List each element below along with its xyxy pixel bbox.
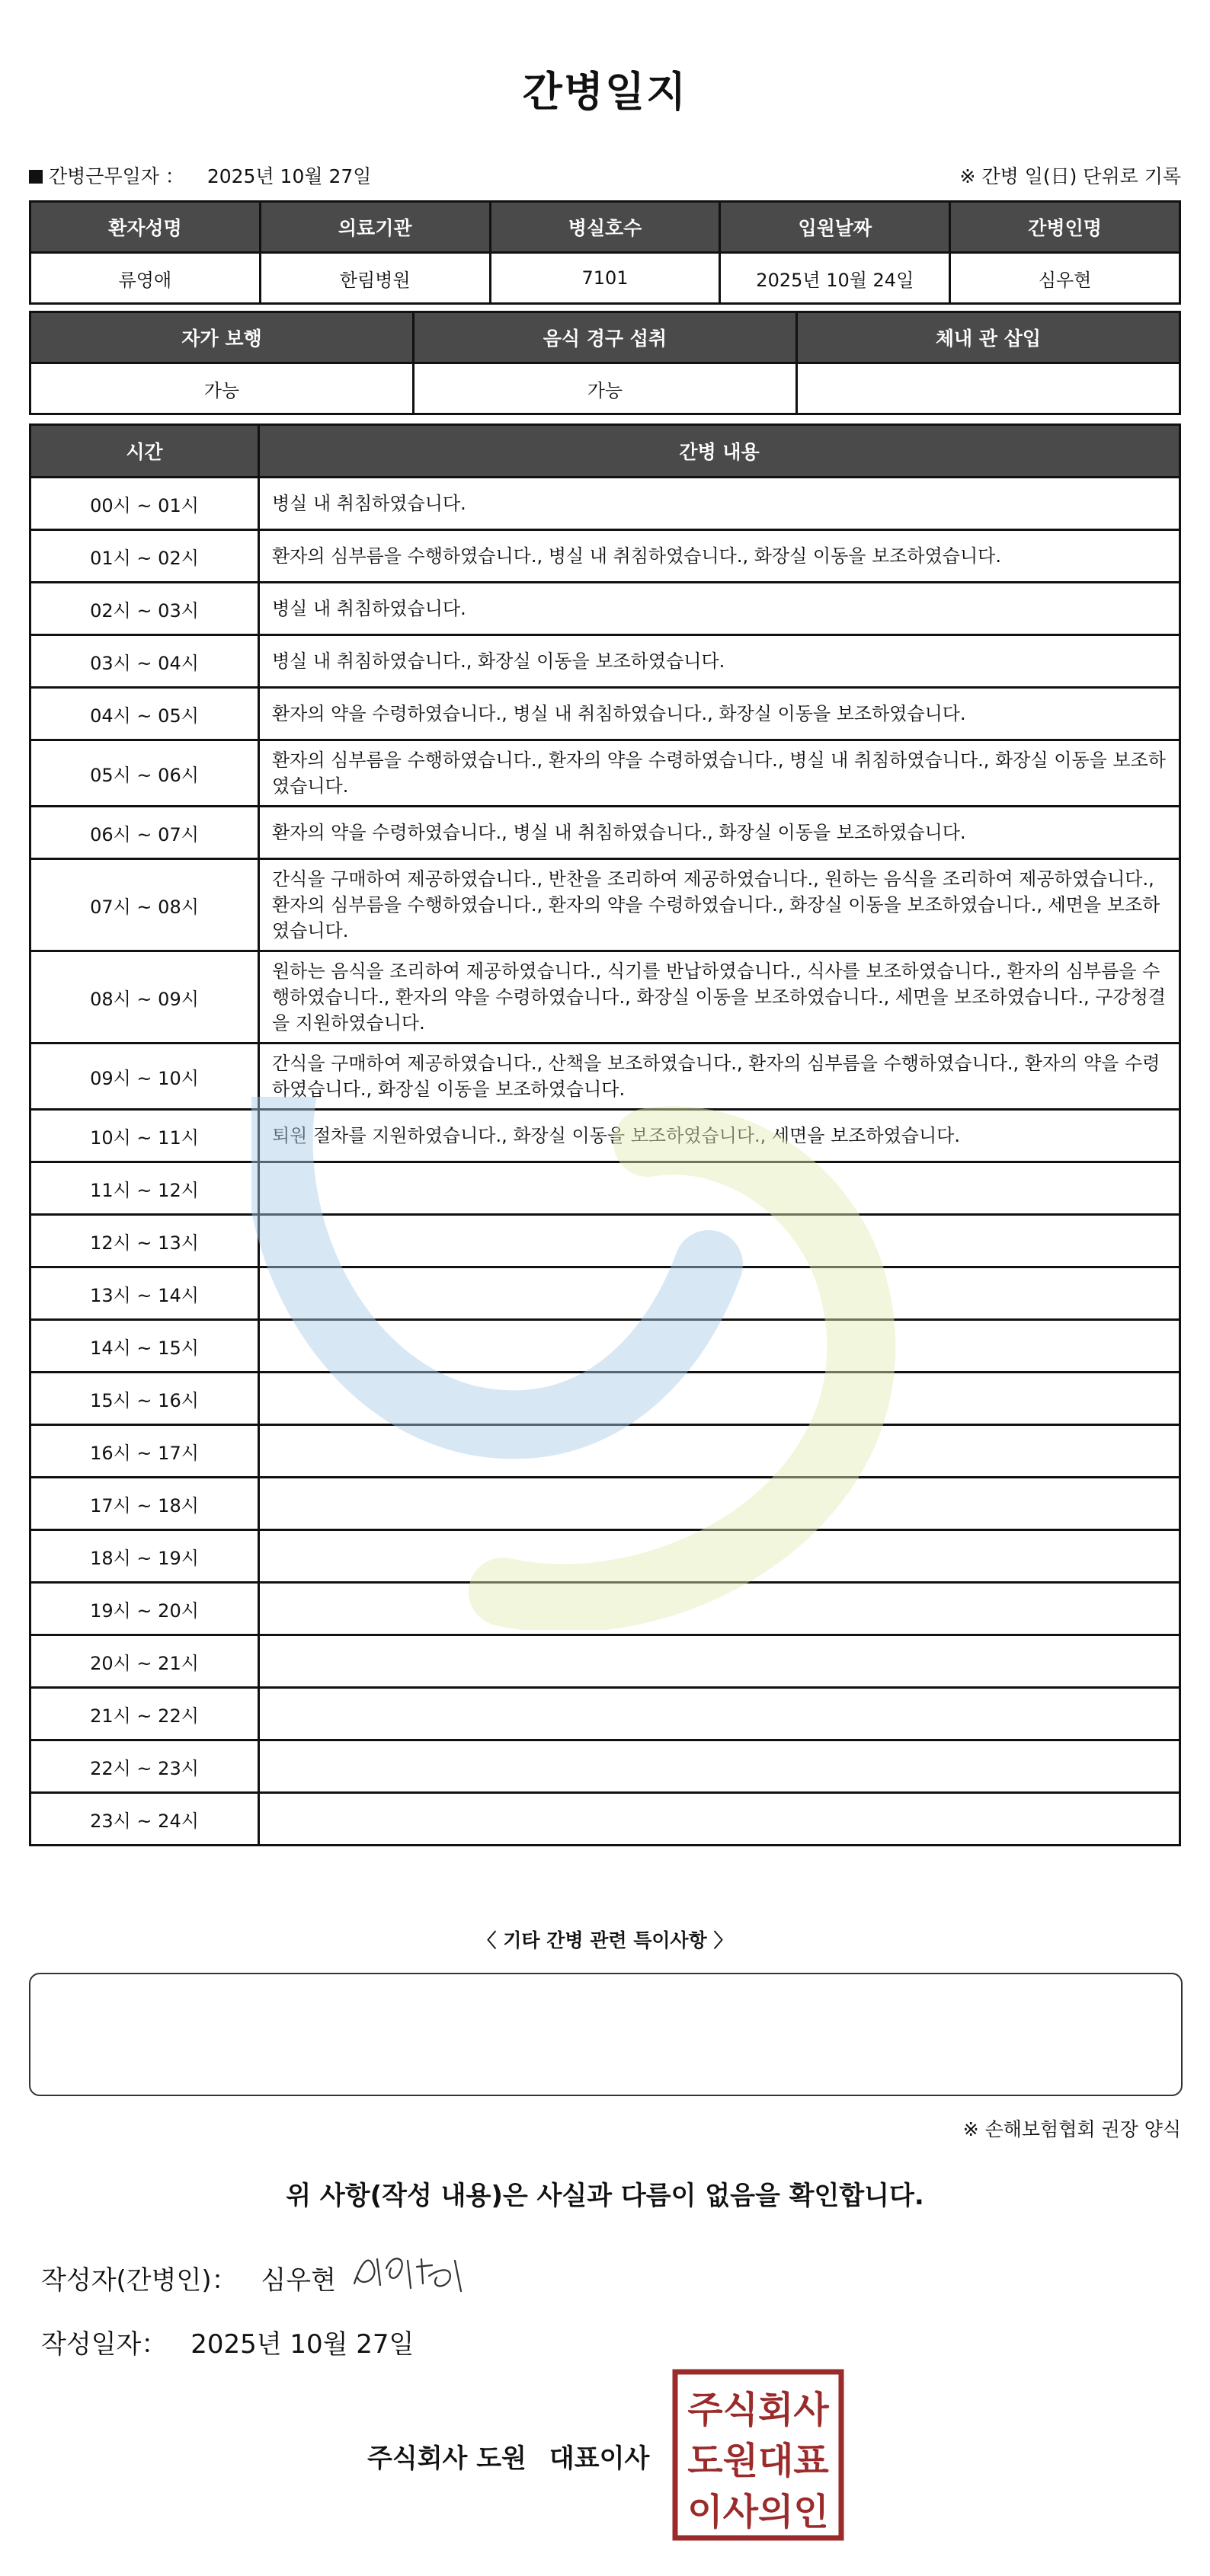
care-content: 간식을 구매하여 제공하였습니다., 반찬을 조리하여 제공하였습니다., 원하는 음식을 조리하여 제공하였습니다., 환자의 심부름을 수행하였습니다., 환자의 약을 수령하였습니다., 화장실 이동을 보조하였습니다., 세면을 보조하였습니다. (259, 859, 1180, 951)
care-log-row (30, 530, 1180, 583)
header-caregiver-name: 간병인명 (950, 202, 1180, 253)
care-content (259, 1793, 1180, 1846)
care-log-row (30, 1162, 1180, 1215)
time-slot: 04시 ~ 05시 (30, 688, 259, 740)
care-content: 환자의 심부름을 수행하였습니다., 환자의 약을 수령하였습니다., 병실 내 취침하였습니다., 화장실 이동을 보조하였습니다. (259, 740, 1180, 807)
remarks-box (29, 1973, 1183, 2096)
patient-info-value-row (30, 253, 1180, 304)
time-slot: 17시 ~ 18시 (30, 1478, 259, 1530)
care-content (259, 1583, 1180, 1635)
time-slot: 20시 ~ 21시 (30, 1635, 259, 1688)
patient-status-table (29, 311, 1181, 415)
time-slot: 05시 ~ 06시 (30, 740, 259, 807)
care-log-row (30, 1373, 1180, 1425)
company-seal-stamp (672, 2369, 844, 2541)
care-content: 간식을 구매하여 제공하였습니다., 산책을 보조하였습니다., 환자의 심부름을 수행하였습니다., 환자의 약을 수령하였습니다., 화장실 이동을 보조하였습니다. (259, 1044, 1180, 1110)
time-slot: 07시 ~ 08시 (30, 859, 259, 951)
time-slot: 00시 ~ 01시 (30, 478, 259, 530)
care-content: 원하는 음식을 조리하여 제공하였습니다., 식기를 반납하였습니다., 식사를 보조하였습니다., 환자의 심부름을 수행하였습니다., 환자의 약을 수령하였습니다., 화장실 이동을 보조하였습니다., 세면을 보조하였습니다., 구강청결을 지원하였습니다. (259, 951, 1180, 1044)
care-log-row (30, 1635, 1180, 1688)
header-admission-date: 입원날짜 (720, 202, 950, 253)
admission-date: 2025년 10월 24일 (720, 253, 950, 304)
care-content: 병실 내 취침하였습니다. (259, 478, 1180, 530)
company-line (367, 2437, 649, 2475)
time-slot: 19시 ~ 20시 (30, 1583, 259, 1635)
company-name: 주식회사 도원 (367, 2443, 527, 2474)
hospital-name: 한림병원 (260, 253, 490, 304)
status-value-row (30, 363, 1180, 414)
care-log-row (30, 807, 1180, 859)
care-log-row (30, 1425, 1180, 1478)
care-date-value: 2025년 10월 27일 (206, 165, 372, 187)
patient-name: 류영애 (30, 253, 261, 304)
time-slot: 12시 ~ 13시 (30, 1215, 259, 1267)
time-slot: 22시 ~ 23시 (30, 1740, 259, 1793)
remarks-title: 〈 기타 간병 관련 특이사항 〉 (477, 1929, 733, 1951)
header-care-content: 간병 내용 (259, 425, 1180, 478)
time-slot: 03시 ~ 04시 (30, 635, 259, 688)
care-log-row (30, 1110, 1180, 1162)
handwritten-signature (347, 2245, 476, 2299)
header-time: 시간 (30, 425, 259, 478)
care-content (259, 1635, 1180, 1688)
care-log-row (30, 951, 1180, 1044)
time-slot: 06시 ~ 07시 (30, 807, 259, 859)
header-room-number: 병실호수 (490, 202, 720, 253)
svg-text:이사의인: 이사의인 (687, 2491, 829, 2533)
care-date-separator: ： (165, 165, 184, 187)
care-log-header-row (30, 425, 1180, 478)
care-log-row (30, 583, 1180, 635)
time-slot: 11시 ~ 12시 (30, 1162, 259, 1215)
time-slot: 10시 ~ 11시 (30, 1110, 259, 1162)
care-log-row (30, 1267, 1180, 1320)
care-content: 병실 내 취침하였습니다., 화장실 이동을 보조하였습니다. (259, 635, 1180, 688)
writer-line (41, 2259, 336, 2296)
time-slot: 23시 ~ 24시 (30, 1793, 259, 1846)
time-slot: 21시 ~ 22시 (30, 1688, 259, 1740)
header-self-walking: 자가 보행 (30, 312, 414, 363)
care-log-body (30, 478, 1180, 1846)
time-slot: 15시 ~ 16시 (30, 1373, 259, 1425)
care-log-row (30, 1583, 1180, 1635)
care-log-row (30, 688, 1180, 740)
time-slot: 14시 ~ 15시 (30, 1320, 259, 1373)
patient-info-table (29, 200, 1181, 305)
care-log-row (30, 1530, 1180, 1583)
room-number: 7101 (490, 253, 720, 304)
recommended-form-note: ※ 손해보험협회 권장 양식 (962, 2118, 1181, 2140)
meta-row (29, 161, 1181, 192)
care-log-row (30, 478, 1180, 530)
care-content (259, 1478, 1180, 1530)
time-slot: 02시 ~ 03시 (30, 583, 259, 635)
confirmation-statement: 위 사항(작성 내용)은 사실과 다름이 없음을 확인합니다. (286, 2181, 924, 2211)
writer-label: 작성자(간병인)： (41, 2265, 238, 2296)
care-content (259, 1215, 1180, 1267)
care-date-label: 간병근무일자 (49, 165, 159, 187)
tube-insertion-value (796, 363, 1180, 414)
care-log-row (30, 859, 1180, 951)
care-content: 환자의 약을 수령하였습니다., 병실 내 취침하였습니다., 화장실 이동을 보조하였습니다. (259, 688, 1180, 740)
time-slot: 16시 ~ 17시 (30, 1425, 259, 1478)
care-log-row (30, 1044, 1180, 1110)
status-header-row (30, 312, 1180, 363)
written-date-value: 2025년 10월 27일 (190, 2329, 415, 2360)
time-slot: 18시 ~ 19시 (30, 1530, 259, 1583)
self-walking-value: 가능 (30, 363, 414, 414)
time-slot: 13시 ~ 14시 (30, 1267, 259, 1320)
header-hospital: 의료기관 (260, 202, 490, 253)
care-content (259, 1267, 1180, 1320)
care-log-row (30, 1688, 1180, 1740)
patient-info-header-row (30, 202, 1180, 253)
care-log-row (30, 1320, 1180, 1373)
care-log-table (29, 423, 1181, 1846)
time-slot: 01시 ~ 02시 (30, 530, 259, 583)
care-content (259, 1425, 1180, 1478)
care-content (259, 1530, 1180, 1583)
written-date-line (41, 2323, 414, 2360)
svg-text:주식회사: 주식회사 (687, 2389, 829, 2431)
company-title: 대표이사 (549, 2443, 650, 2474)
time-slot: 09시 ~ 10시 (30, 1044, 259, 1110)
daily-record-note: ※ 간병 일(日) 단위로 기록 (959, 165, 1181, 187)
care-date (29, 161, 371, 189)
document-title: 간병일지 (522, 68, 688, 116)
writer-name: 심우현 (261, 2265, 336, 2296)
caregiver-name: 심우현 (950, 253, 1180, 304)
care-content: 환자의 심부름을 수행하였습니다., 병실 내 취침하였습니다., 화장실 이동을 보조하였습니다. (259, 530, 1180, 583)
care-log-row (30, 1215, 1180, 1267)
care-log-row (30, 1740, 1180, 1793)
care-content: 환자의 약을 수령하였습니다., 병실 내 취침하였습니다., 화장실 이동을 보조하였습니다. (259, 807, 1180, 859)
care-content: 병실 내 취침하였습니다. (259, 583, 1180, 635)
written-date-label: 작성일자： (41, 2329, 168, 2360)
header-oral-intake: 음식 경구 섭취 (413, 312, 796, 363)
care-content (259, 1320, 1180, 1373)
care-log-row (30, 1793, 1180, 1846)
care-log-row (30, 635, 1180, 688)
care-content (259, 1162, 1180, 1215)
care-content: 퇴원 절차를 지원하였습니다., 화장실 이동을 보조하였습니다., 세면을 보조하였습니다. (259, 1110, 1180, 1162)
care-log-row (30, 1478, 1180, 1530)
square-bullet-icon (29, 170, 43, 184)
oral-intake-value: 가능 (413, 363, 796, 414)
svg-text:도원대표: 도원대표 (687, 2440, 829, 2482)
header-tube-insertion: 체내 관 삽입 (796, 312, 1180, 363)
time-slot: 08시 ~ 09시 (30, 951, 259, 1044)
care-content (259, 1688, 1180, 1740)
care-content (259, 1373, 1180, 1425)
care-log-row (30, 740, 1180, 807)
header-patient-name: 환자성명 (30, 202, 261, 253)
care-content (259, 1740, 1180, 1793)
